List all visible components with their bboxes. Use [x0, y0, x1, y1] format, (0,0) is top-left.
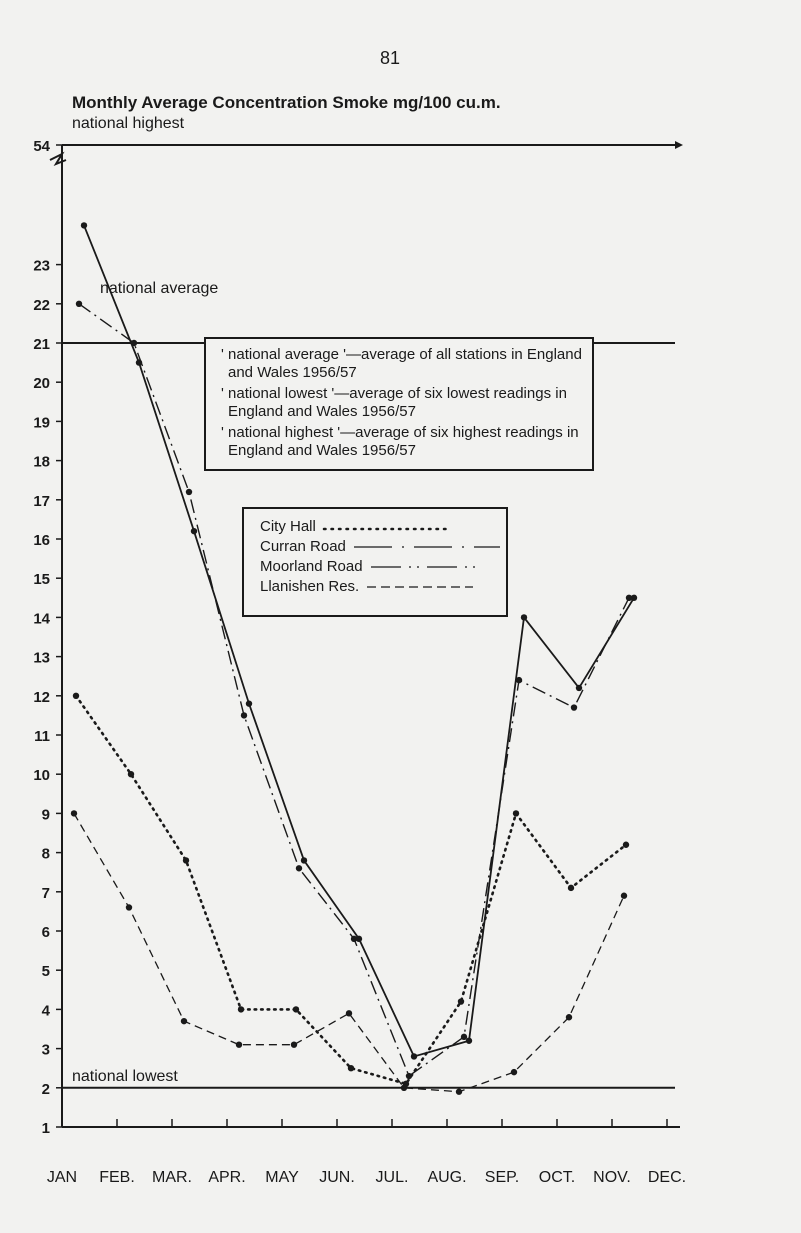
point-city-hall-5 [293, 1006, 299, 1012]
definition-national-highest: ' national highest '—average of six highest readings in England and Wales 1956/57 [221, 424, 579, 459]
point-curran-road-7 [411, 1053, 417, 1059]
y-tick-label-9: 9 [41, 806, 50, 824]
point-curran-road-1 [81, 222, 87, 228]
y-tick-label-6: 6 [41, 924, 50, 941]
legend-item-moorland-road [260, 557, 506, 577]
point-curran-road-9 [521, 614, 527, 620]
reference-definitions-legend [204, 337, 594, 471]
point-llanishen-res-7 [401, 1085, 407, 1091]
point-moorland-road-2 [131, 340, 137, 346]
y-tick-label-16: 16 [33, 532, 50, 549]
page-number: 81 [380, 48, 401, 68]
y-tick-label-13: 13 [33, 649, 50, 667]
point-city-hall-1 [73, 693, 79, 699]
x-tick-label-dec: DEC. [647, 1169, 687, 1186]
x-tick-label-sep: SEP. [484, 1169, 520, 1186]
legend-item-city-hall [260, 517, 506, 537]
legend-label-curran-road: Curran Road [260, 538, 346, 555]
point-moorland-road-9 [516, 677, 522, 683]
point-curran-road-4 [246, 700, 252, 706]
point-llanishen-res-1 [71, 810, 77, 816]
y-tick-label-22: 22 [33, 296, 50, 314]
y-tick-label-21: 21 [33, 336, 50, 353]
y-tick-label-18: 18 [33, 453, 50, 471]
point-llanishen-res-5 [291, 1041, 297, 1047]
definition-national-average: ' national average '—average of all stations in England and Wales 1956/57 [221, 346, 582, 381]
x-tick-label-jul: JUL. [375, 1169, 409, 1186]
legend-swatch-llanishen [365, 582, 475, 592]
x-tick-label-may: MAY [265, 1169, 299, 1186]
y-tick-label-20: 20 [33, 375, 50, 393]
point-moorland-road-4 [241, 712, 247, 718]
legend-label-city-hall: City Hall [260, 518, 316, 535]
y-tick-label-1: 1 [41, 1120, 50, 1137]
ref-arrow-national-highest [675, 141, 683, 149]
ref-label-national-highest: national highest [72, 115, 185, 132]
point-moorland-road-10 [571, 704, 577, 710]
point-curran-road-10 [576, 685, 582, 691]
chart-title: Monthly Average Concentration Smoke mg/100 cu.m. [72, 93, 501, 112]
x-tick-label-jan: JAN [46, 1169, 78, 1186]
point-city-hall-8 [458, 998, 464, 1004]
x-tick-label-feb: FEB. [99, 1169, 135, 1186]
point-llanishen-res-8 [456, 1089, 462, 1095]
point-llanishen-res-3 [181, 1018, 187, 1024]
point-city-hall-10 [568, 885, 574, 891]
legend-swatch-city-hall [322, 522, 452, 532]
station-legend [242, 507, 508, 617]
y-tick-label-19: 19 [33, 414, 50, 432]
point-city-hall-11 [623, 842, 629, 848]
point-city-hall-2 [128, 771, 134, 777]
x-tick-label-apr: APR. [208, 1169, 246, 1186]
y-tick-label-23: 23 [33, 257, 50, 275]
y-tick-label-8: 8 [41, 845, 50, 863]
y-tick-label-15: 15 [33, 571, 50, 589]
y-tick-label-17: 17 [33, 492, 50, 510]
y-tick-label-11: 11 [34, 728, 50, 745]
point-city-hall-9 [513, 810, 519, 816]
point-moorland-road-1 [76, 301, 82, 307]
x-tick-label-mar: MAR. [152, 1169, 192, 1186]
legend-label-llanishen: Llanishen Res. [260, 578, 360, 595]
x-tick-label-nov: NOV. [593, 1169, 631, 1186]
legend-item-llanishen [260, 577, 506, 597]
point-llanishen-res-11 [621, 893, 627, 899]
point-city-hall-6 [348, 1065, 354, 1071]
point-curran-road-8 [466, 1038, 472, 1044]
point-moorland-road-11 [626, 595, 632, 601]
definition-national-lowest: ' national lowest '—average of six lowest readings in England and Wales 1956/57 [221, 385, 567, 420]
y-tick-label-12: 12 [33, 688, 50, 706]
legend-swatch-moorland-road [369, 562, 479, 572]
point-moorland-road-7 [406, 1073, 412, 1079]
point-llanishen-res-2 [126, 904, 132, 910]
x-tick-label-aug: AUG. [427, 1169, 467, 1186]
point-moorland-road-3 [186, 489, 192, 495]
y-tick-label-5: 5 [41, 963, 50, 981]
ref-label-national-lowest: national lowest [72, 1068, 178, 1085]
point-curran-road-3 [191, 528, 197, 534]
point-llanishen-res-9 [511, 1069, 517, 1075]
point-city-hall-4 [238, 1006, 244, 1012]
x-tick-label-jun: JUN. [319, 1169, 355, 1186]
series-line-llanishen-res [74, 813, 624, 1091]
point-llanishen-res-6 [346, 1010, 352, 1016]
legend-item-curran-road [260, 537, 506, 557]
ref-label-national-average: national average [100, 280, 219, 297]
y-tick-label-14: 14 [33, 610, 50, 628]
y-tick-label-3: 3 [41, 1041, 50, 1059]
point-curran-road-5 [301, 857, 307, 863]
y-tick-label-7: 7 [41, 884, 50, 902]
point-llanishen-res-4 [236, 1041, 242, 1047]
x-tick-label-oct: OCT. [538, 1169, 576, 1186]
point-moorland-road-5 [296, 865, 302, 871]
legend-label-moorland-road: Moorland Road [260, 558, 363, 575]
point-llanishen-res-10 [566, 1014, 572, 1020]
y-tick-label-2: 2 [41, 1080, 50, 1098]
point-city-hall-3 [183, 857, 189, 863]
legend-swatch-curran-road [352, 542, 502, 552]
y-tick-label-4: 4 [41, 1002, 50, 1020]
y-tick-label-54: 54 [33, 138, 50, 155]
y-tick-label-10: 10 [33, 767, 50, 785]
axis-break-mark [50, 154, 66, 164]
point-moorland-road-6 [351, 936, 357, 942]
series-line-city-hall [76, 696, 626, 1084]
point-moorland-road-8 [461, 1034, 467, 1040]
